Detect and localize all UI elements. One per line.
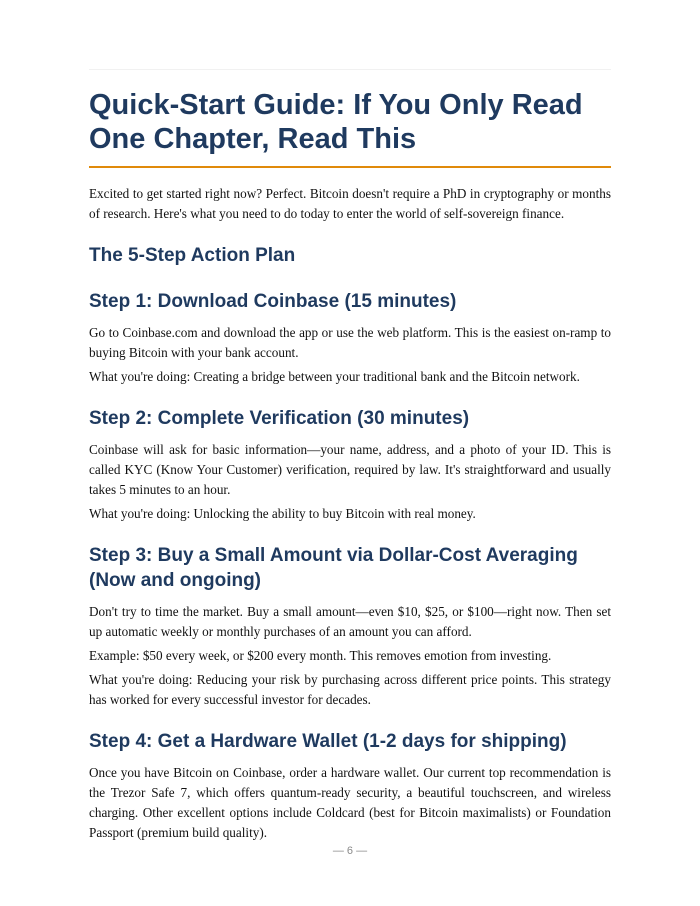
step-3-paragraph-2: Example: $50 every week, or $200 every month. This removes emotion from investing. <box>89 648 552 663</box>
intro-paragraph: Excited to get started right now? Perfect. Bitcoin doesn't require a PhD in cryptography or months of research. Here's what you need to do today to enter the world of self-sovereign finance. <box>89 186 611 221</box>
step-3-heading: Step 3: Buy a Small Amount via Dollar-Cost Averaging (Now and ongoing) <box>89 545 578 591</box>
step-1-heading: Step 1: Download Coinbase (15 minutes) <box>89 291 457 312</box>
plan-heading: The 5-Step Action Plan <box>89 245 296 266</box>
step-2-paragraph-2: What you're doing: Unlocking the ability to buy Bitcoin with real money. <box>89 506 476 521</box>
step-3-paragraph-1: Don't try to time the market. Buy a small amount—even $10, $25, or $100—right now. Then set up automatic weekly or monthly purchases of an amount you can afford. <box>89 604 611 639</box>
top-divider <box>89 69 611 70</box>
step-4-heading: Step 4: Get a Hardware Wallet (1-2 days for shipping) <box>89 731 567 752</box>
page-number: — 6 — <box>332 845 368 857</box>
step-4-paragraph-1: Once you have Bitcoin on Coinbase, order a hardware wallet. Our current top recommendation is the Trezor Safe 7, which offers quantum-ready security, a beautiful touchscreen, and wireless charging. Other excellent options include Coldcard (best for Bitcoin maximalists) or Foundation Passport (premium build quality). <box>89 765 611 840</box>
chapter-title: Quick-Start Guide: If You Only Read One Chapter, Read This <box>89 88 611 168</box>
step-2-paragraph-1: Coinbase will ask for basic information—your name, address, and a photo of your ID. This is called KYC (Know Your Customer) verification, required by law. It's straightforward and usually takes 5 minutes to an hour. <box>89 442 611 497</box>
page-content <box>89 88 611 843</box>
step-3-paragraph-3: What you're doing: Reducing your risk by purchasing across different price points. This strategy has worked for every successful investor for decades. <box>89 672 611 707</box>
step-1-paragraph-2: What you're doing: Creating a bridge between your traditional bank and the Bitcoin network. <box>89 369 580 384</box>
step-2-heading: Step 2: Complete Verification (30 minutes) <box>89 408 470 429</box>
step-1-paragraph-1: Go to Coinbase.com and download the app or use the web platform. This is the easiest on-ramp to buying Bitcoin with your bank account. <box>89 325 611 360</box>
